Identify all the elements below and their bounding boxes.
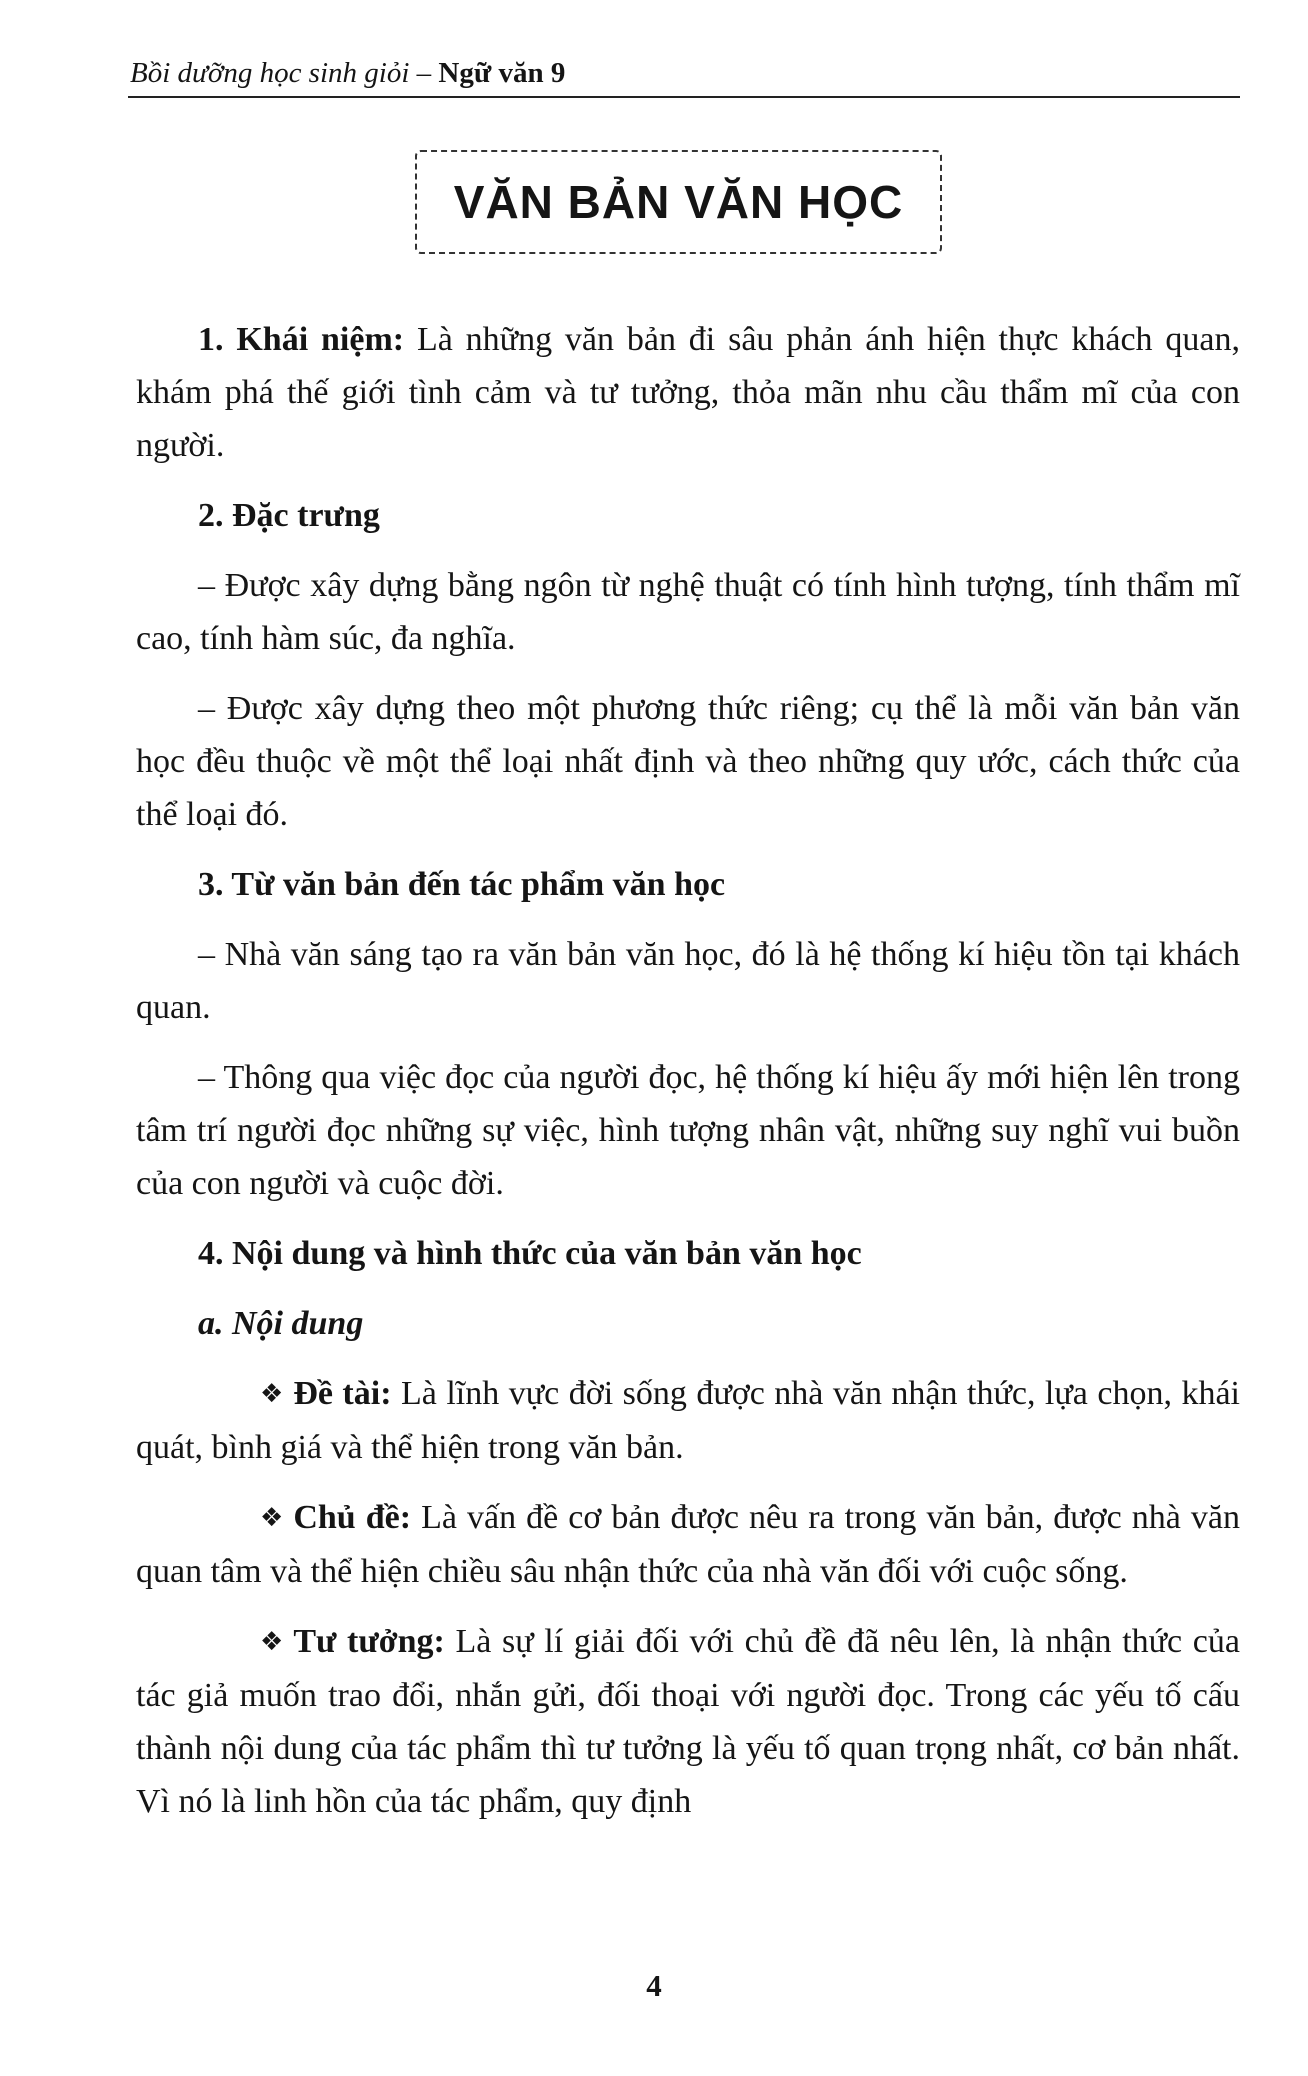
list-item-theme <box>136 1491 1240 1598</box>
diamond-bullet-icon: ❖ <box>260 1379 284 1409</box>
term-label: Tư tưởng: <box>293 1623 445 1660</box>
chapter-title-box <box>415 150 942 254</box>
section-heading-content-form: 4. Nội dung và hình thức của văn bản văn học <box>198 1235 862 1272</box>
definition-paragraph <box>136 313 1240 472</box>
characteristics-paragraph-2: – Được xây dựng theo một phương thức riêng; cụ thể là mỗi văn bản văn học đều thuộc về một thể loại nhất định và theo những quy ước, cách thức của thể loại đó. <box>136 690 1240 833</box>
subsection-heading-content: a. Nội dung <box>198 1305 364 1342</box>
text-to-work-paragraph-2: – Thông qua việc đọc của người đọc, hệ thống kí hiệu ấy mới hiện lên trong tâm trí người đọc những sự việc, hình tượng nhân vật, những suy nghĩ vui buồn của con người và cuộc đời. <box>136 1059 1240 1202</box>
term-definition: Là lĩnh vực đời sống được nhà văn nhận thức, lựa chọn, khái quát, bình giá và thể hiện trong văn bản. <box>136 1375 1240 1466</box>
running-header <box>130 56 1240 90</box>
chapter-title: VĂN BẢN VĂN HỌC <box>453 176 904 228</box>
book-subject: Ngữ văn 9 <box>438 57 566 89</box>
characteristics-paragraph-1: – Được xây dựng bằng ngôn từ nghệ thuật có tính hình tượng, tính thẩm mĩ cao, tính hàm súc, đa nghĩa. <box>136 567 1240 657</box>
term-definition: Là vấn đề cơ bản được nêu ra trong văn bản, được nhà văn quan tâm và thể hiện chiều sâu nhận thức của nhà văn đối với cuộc sống. <box>136 1499 1240 1590</box>
section-heading-characteristics: 2. Đặc trưng <box>198 497 380 534</box>
list-item-ideology <box>136 1615 1240 1828</box>
section-heading-text-to-work: 3. Từ văn bản đến tác phẩm văn học <box>198 866 726 903</box>
list-item-subject-matter <box>136 1367 1240 1474</box>
header-divider <box>128 96 1240 98</box>
definition-text: Là những văn bản đi sâu phản ánh hiện thực khách quan, khám phá thế giới tình cảm và tư tưởng, thỏa mãn nhu cầu thẩm mĩ của con người. <box>136 321 1240 464</box>
book-title: Bồi dưỡng học sinh giỏi – <box>130 57 439 89</box>
diamond-bullet-icon: ❖ <box>260 1627 284 1657</box>
term-definition: Là sự lí giải đối với chủ đề đã nêu lên, là nhận thức của tác giả muốn trao đổi, nhắn gửi, đối thoại với người đọc. Trong các yếu tố cấu thành nội dung của tác phẩm thì tư tưởng là yếu tố quan trọng nhất, cơ bản nhất. Vì nó là linh hồn của tác phẩm, quy định <box>136 1623 1240 1820</box>
term-label: Đề tài: <box>293 1375 392 1412</box>
diamond-bullet-icon: ❖ <box>260 1503 284 1533</box>
term-label: Chủ đề: <box>293 1499 412 1536</box>
text-to-work-paragraph-1: – Nhà văn sáng tạo ra văn bản văn học, đó là hệ thống kí hiệu tồn tại khách quan. <box>136 936 1240 1026</box>
page-number: 4 <box>646 1968 662 2003</box>
definition-heading: 1. Khái niệm: <box>198 321 405 358</box>
page-body <box>136 313 1240 1845</box>
